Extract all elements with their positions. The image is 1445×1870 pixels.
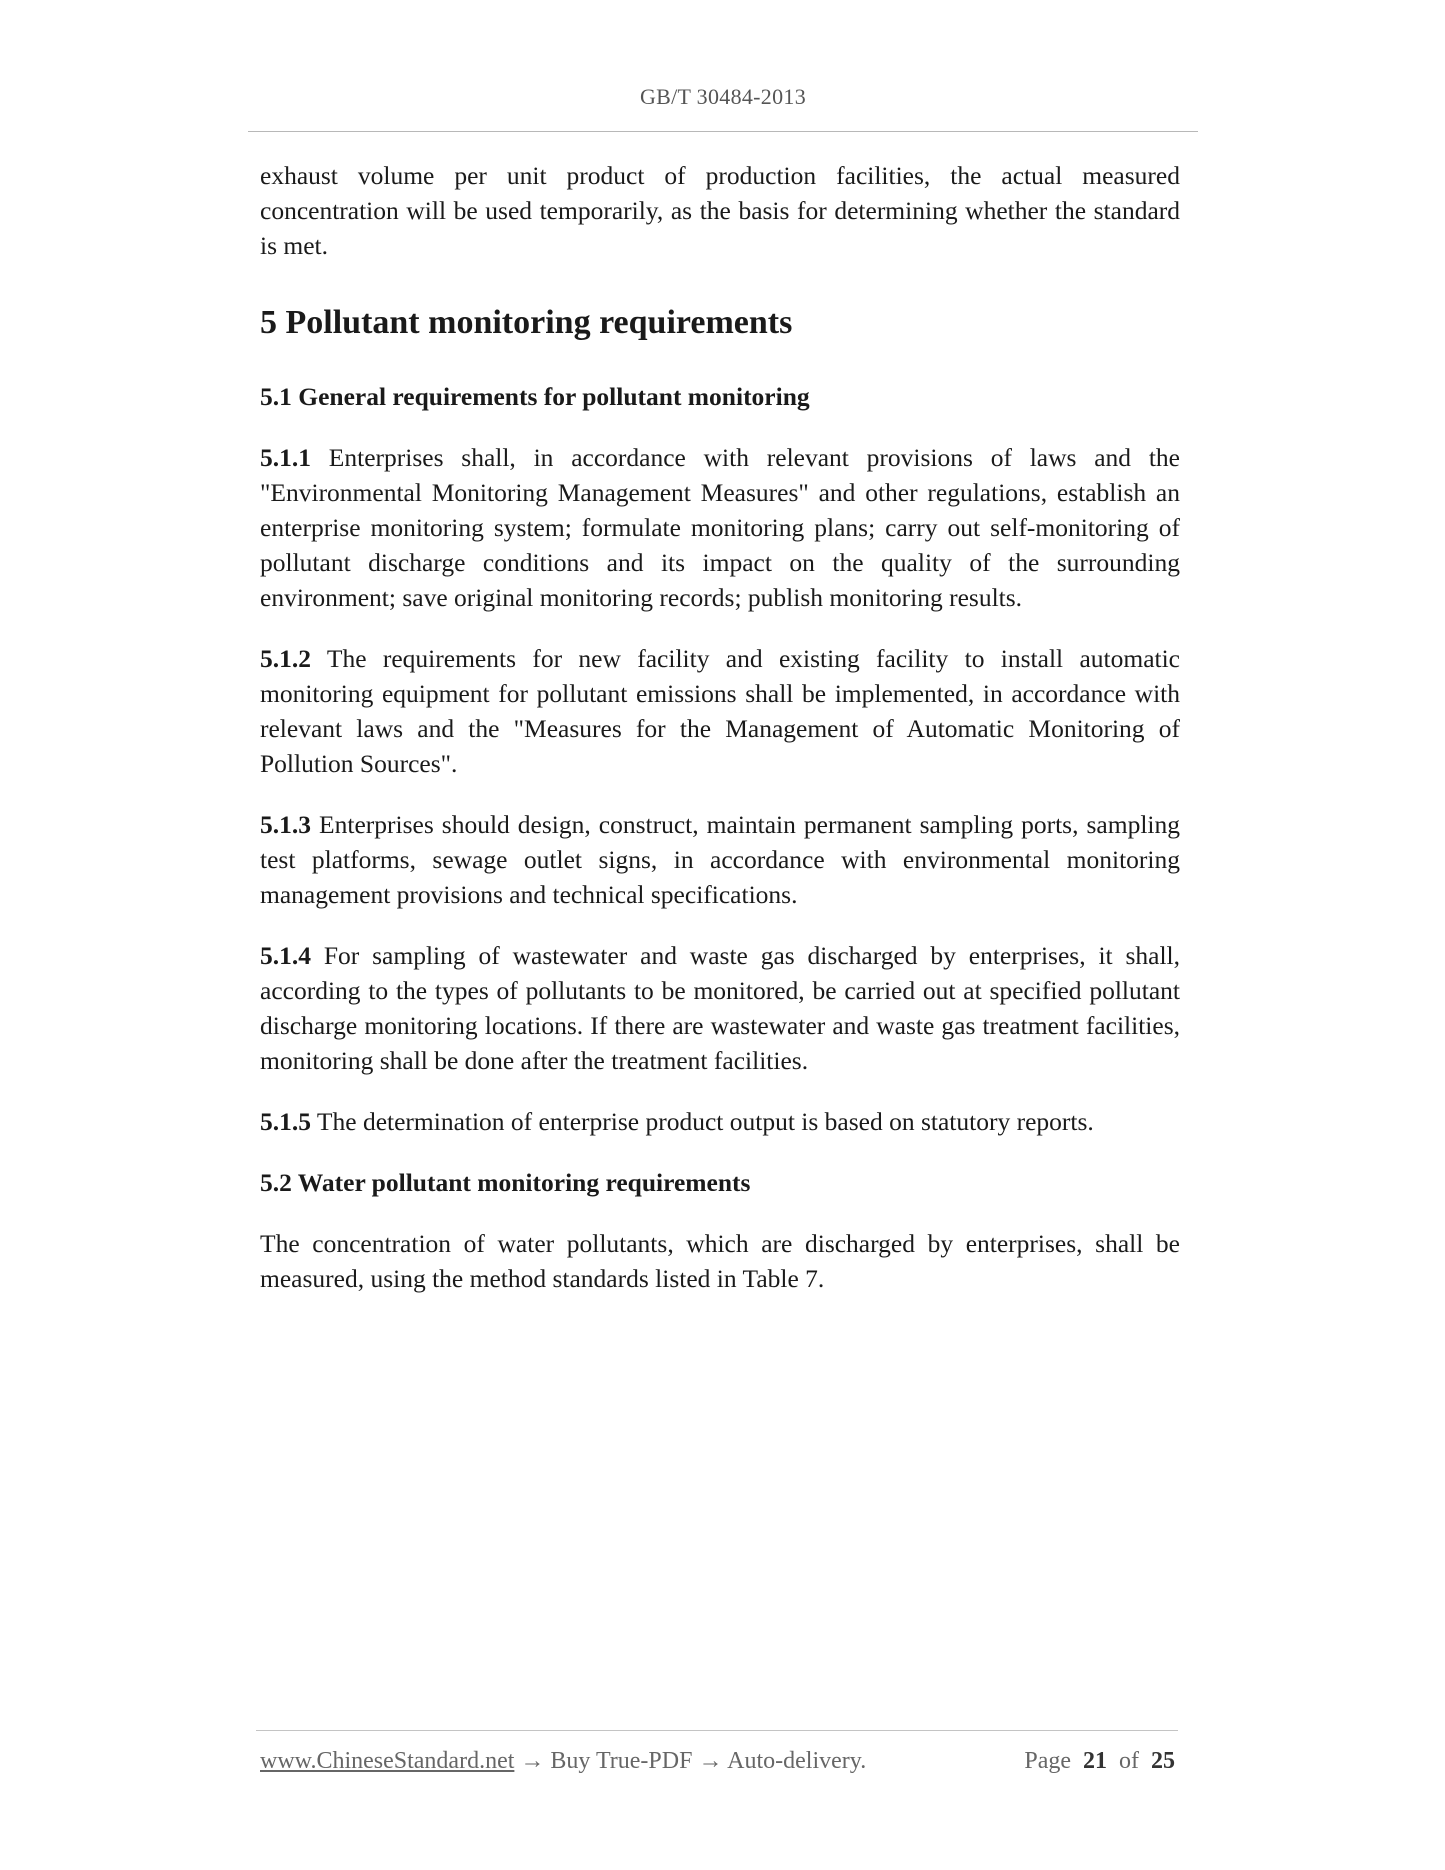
clause-text: Enterprises should design, construct, maintain permanent sampling ports, sampling test platforms, sewage outlet signs, in accordance with environmental monitoring management provisions and technical specifications. [260, 810, 1180, 909]
footer-divider [256, 1730, 1178, 1731]
current-page-number: 21 [1083, 1748, 1107, 1774]
buy-pdf-text: Buy True-PDF [550, 1748, 693, 1774]
footer-promo [260, 1748, 866, 1775]
clause-number: 5.1.4 [260, 941, 311, 970]
section-5-2-heading: 5.2 Water pollutant monitoring requirements [260, 1168, 751, 1197]
section-5-1-heading: 5.1 General requirements for pollutant monitoring [260, 382, 810, 411]
section-5-heading: 5 Pollutant monitoring requirements [260, 304, 793, 341]
header-divider [248, 131, 1198, 132]
clause-text: For sampling of wastewater and waste gas discharged by enterprises, it shall, according to the types of pollutants to be monitored, be carried out at specified pollutant discharge monitoring locations. If there are wastewater and waste gas treatment facilities, monitoring shall be done after the treatment facilities. [260, 941, 1181, 1075]
clause-number: 5.1.5 [260, 1107, 311, 1136]
clause-5-1-5 [260, 1104, 1180, 1139]
auto-delivery-text: Auto-delivery. [727, 1748, 867, 1774]
document-number-header: GB/T 30484-2013 [639, 84, 807, 109]
page-counter [1024, 1748, 1175, 1775]
clause-text: Enterprises shall, in accordance with relevant provisions of laws and the "Environmental Monitoring Management Measures" and other regulations, establish an enterprise monitoring system; formulate monitoring plans; carry out self-monitoring of pollutant discharge conditions and its impact on the quality of the surrounding environment; save original monitoring records; publish monitoring results. [260, 443, 1180, 612]
clause-5-1-3 [260, 807, 1180, 912]
clause-5-1-4 [260, 938, 1180, 1078]
clause-number: 5.1.3 [260, 810, 311, 839]
section-5-2-paragraph: The concentration of water pollutants, which are discharged by enterprises, shall be measured, using the method standards listed in Table 7. [260, 1229, 1180, 1293]
of-label: of [1119, 1748, 1139, 1774]
clause-5-1-2 [260, 641, 1180, 781]
clause-number: 5.1.1 [260, 443, 311, 472]
site-link[interactable]: www.ChineseStandard.net [260, 1748, 515, 1774]
arrow-icon: → [520, 1748, 545, 1774]
clause-5-1-1 [260, 440, 1180, 615]
clause-text: The determination of enterprise product output is based on statutory reports. [316, 1107, 1094, 1136]
page-label: Page [1024, 1748, 1071, 1774]
clause-number: 5.1.2 [260, 644, 311, 673]
total-pages-number: 25 [1151, 1748, 1175, 1774]
intro-paragraph: exhaust volume per unit product of production facilities, the actual measured concentration will be used temporarily, as the basis for determining whether the standard is met. [260, 161, 1180, 260]
clause-text: The requirements for new facility and existing facility to install automatic monitoring equipment for pollutant emissions shall be implemented, in accordance with relevant laws and the "Measures for the Management of Automatic Monitoring of Pollution Sources". [260, 644, 1180, 778]
arrow-icon: → [698, 1748, 723, 1774]
page-content [260, 158, 1180, 1322]
